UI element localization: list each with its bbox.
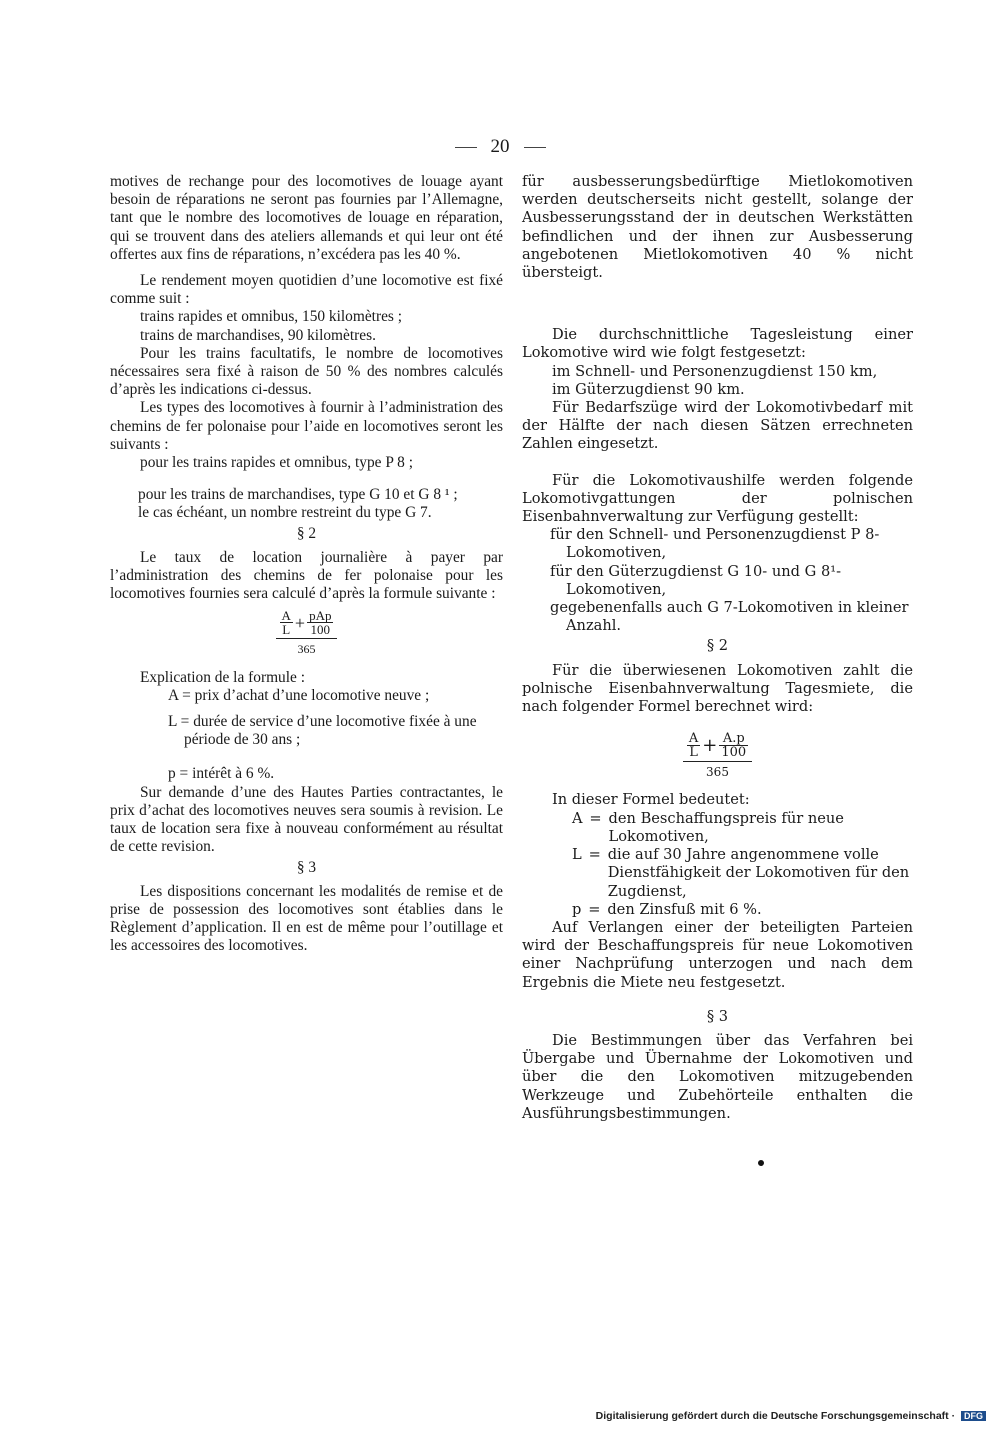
page-number-text: 20 (490, 136, 510, 157)
de-section-2-heading: § 2 (706, 637, 729, 655)
de-def-a-eq: = (589, 809, 602, 827)
fr-type-g10: pour les trains de marchandises, type G 10 et G 8 ¹ ; (138, 486, 458, 504)
de-type-g10: für den Güterzugdienst G 10- und G 8¹-Lokomotiven, (550, 562, 842, 598)
de-formula-100: 100 (721, 745, 747, 761)
page-number (0, 136, 1000, 158)
de-paragraph-7: Auf Verlangen einer der beteiligten Parteien wird der Beschaffungspreis für neue Lokomotiven einer Nachprüfung unterzogen und nach dem Ergebnis die Miete neu festgesetzt. (522, 918, 913, 991)
de-formula-ap: A.p (719, 732, 748, 746)
de-paragraph-2: Die durchschnittliche Tagesleistung einer Lokomotive wird wie folgt festgesetzt: (522, 326, 913, 362)
de-paragraph-5: Für die überwiesenen Lokomotiven zahlt die polnische Eisenbahnverwaltung Tagesmiete, die nach folgender Formel berechnet wird: (522, 661, 913, 716)
fr-section-2-heading: § 2 (296, 524, 317, 542)
de-paragraph-4: Für die Lokomotivaushilfe werden folgende Lokomotivgattungen der polnischen Eisenbahnverwaltung zur Verfügung gestellt: (522, 471, 913, 526)
de-def-l (522, 846, 913, 901)
dfg-logo: DFG (961, 1411, 986, 1421)
de-paragraph-8: Die Bestimmungen über das Verfahren bei Übergabe und Übernahme der Lokomotiven und über die den Lokomotiven mitzugebenden Werkzeuge und Zubehörteile enthalten die Ausführungsbestimmungen. (522, 1031, 913, 1122)
de-type-p8: für den Schnell- und Personenzugdienst P 8-Lokomotiven, (550, 526, 880, 562)
de-def-p (522, 901, 913, 919)
de-def-p-eq: = (588, 900, 601, 918)
fr-def-p: p = intérêt à 6 %. (168, 765, 275, 783)
fr-item-freight-trains: trains de marchandises, 90 kilomètres. (140, 326, 376, 344)
fr-def-a: A = prix d’achat d’une locomotive neuve ; (168, 686, 430, 704)
page-number-dash-right (524, 147, 546, 148)
fr-formula-explanation: Explication de la formule : (140, 668, 305, 686)
fr-paragraph-3: Pour les trains facultatifs, le nombre de locomotives nécessaires sera fixé à raison de 50 % des nombres calculés d’après les indications ci-dessus. (110, 344, 503, 399)
de-formula-plus: + (702, 734, 718, 756)
fr-type-g7: le cas échéant, un nombre restreint du type G 7. (138, 504, 432, 522)
de-def-l-text: die auf 30 Jahre angenommene volle Dienstfähigkeit der Lokomotiven für den Zugdienst, (607, 846, 910, 900)
fr-def-l: L = durée de service d’une locomotive fixée à une période de 30 ans ; (168, 713, 477, 749)
fr-section-3-heading: § 3 (296, 858, 317, 876)
de-paragraph-1: für ausbesserungsbedürftige Mietlokomotiven werden deutscherseits nicht gestellt, solange der Ausbesserungsstand der in deutschen Werkstätten befindlichen und der ihnen zur Ausbesserung angebotenen Mietlokomotiven 40 % nicht übersteigt. (522, 173, 913, 282)
de-def-p-key: p (572, 900, 582, 918)
fr-formula-a: A (281, 608, 291, 624)
page-number-dash-left (455, 147, 477, 148)
fr-formula (110, 609, 503, 658)
fr-item-express-trains: trains rapides et omnibus, 150 kilomètres ; (140, 308, 403, 326)
fr-formula-100: 100 (310, 622, 331, 638)
fr-formula-l: L (282, 622, 291, 638)
de-def-p-text: den Zinsfuß mit 6 %. (607, 900, 762, 918)
de-formula-a: A (688, 731, 699, 747)
fr-formula-ap: pAp (309, 608, 332, 624)
de-formula-365: 365 (706, 765, 729, 780)
fr-paragraph-1: motives de rechange pour des locomotives de louage ayant besoin de réparations ne seront pas fournies par l’Allemagne, tant que le nombre des locomotives de louage en réparation, qui se trouvent dans des ateliers allemands et qui leur ont été offertes aux fins de réparations, n’excédera pas les 40 %. (110, 173, 503, 263)
de-formula-l: L (689, 745, 698, 761)
fr-paragraph-2: Le rendement moyen quotidien d’une locomotive est fixé comme suit : (110, 272, 503, 308)
de-item-express-trains: im Schnell- und Personenzugdienst 150 km, (552, 362, 878, 380)
fr-paragraph-7: Sur demande d’une des Hautes Parties contractantes, le prix d’achat des locomotives neuves sera soumis à revision. Le taux de location sera fixe à nouveau conformément au résultat de cette revision. (110, 783, 503, 856)
fr-formula-plus: + (294, 612, 306, 633)
french-column (110, 173, 503, 956)
de-type-g7: gegebenenfalls auch G 7-Lokomotiven in kleiner Anzahl. (550, 599, 909, 635)
de-def-a-text: den Beschaffungspreis für neue Lokomotiven, (608, 809, 844, 845)
de-formula (522, 732, 913, 781)
ink-dot (758, 1160, 764, 1166)
de-section-3-heading: § 3 (706, 1007, 729, 1025)
de-def-a-key: A (572, 809, 583, 827)
de-item-freight-trains: im Güterzugdienst 90 km. (552, 380, 745, 398)
de-def-a (522, 810, 913, 846)
de-formula-explanation: In dieser Formel bedeutet: (552, 791, 750, 809)
de-def-l-eq: = (588, 846, 601, 864)
fr-formula-365: 365 (297, 642, 316, 657)
footer-credit: Digitalisierung gefördert durch die Deutsche Forschungsgemeinschaft · DFG (596, 1410, 986, 1422)
de-def-l-key: L (572, 846, 582, 864)
fr-paragraph-5: Le taux de location journalière à payer par l’administration des chemins de fer polonaise pour les locomotives fournies sera calculé d’après la formule suivante : (110, 548, 503, 603)
de-paragraph-3: Für Bedarfszüge wird der Lokomotivbedarf mit der Hälfte der nach diesen Sätzen errechneten Zahlen eingesetzt. (522, 399, 913, 453)
german-column (522, 173, 913, 1123)
fr-type-p8: pour les trains rapides et omnibus, type P 8 ; (140, 454, 414, 472)
fr-paragraph-8: Les dispositions concernant les modalités de remise et de prise de possession des locomotives sont établies dans le Règlement d’application. Il en est de même pour l’outillage et les accessoires des locomotives. (110, 882, 503, 955)
fr-paragraph-4: Les types des locomotives à fournir à l’administration des chemins de fer polonaise pour l’aide en locomotives seront les suivants : (110, 399, 503, 453)
footer-text: Digitalisierung gefördert durch die Deutsche Forschungsgemeinschaft (595, 1410, 949, 1422)
